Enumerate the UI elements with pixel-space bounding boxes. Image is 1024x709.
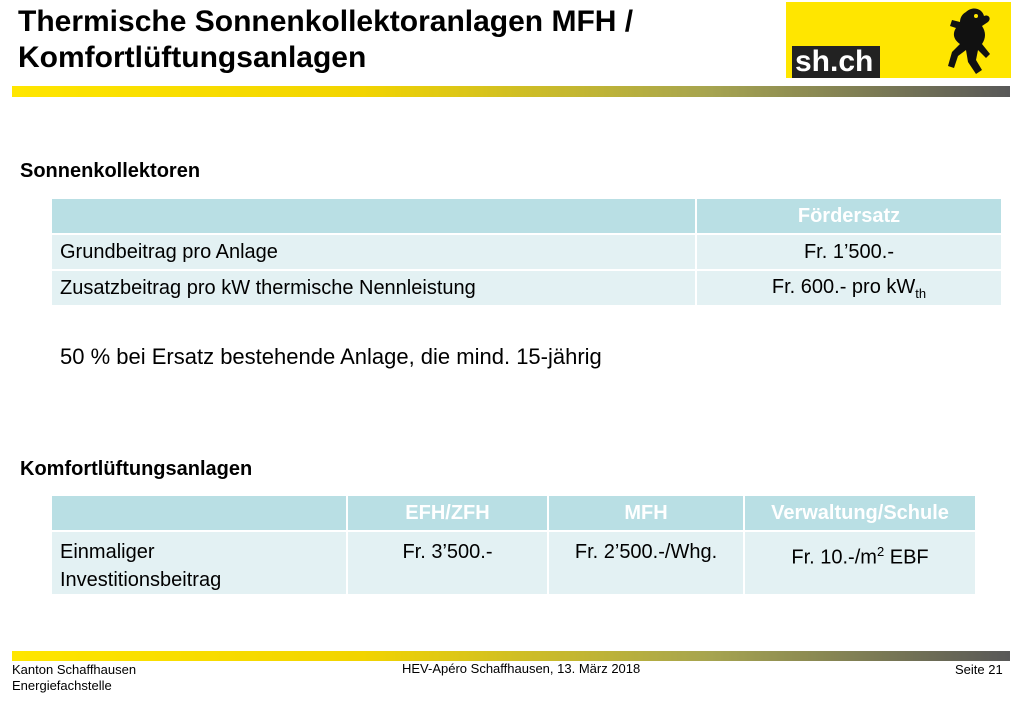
- row-value-text: Fr. 600.- pro kW: [771, 275, 916, 298]
- footer-department: Energiefachstelle: [12, 678, 112, 693]
- title-line-1: Thermische Sonnenkollektoranlagen MFH /: [18, 5, 634, 38]
- table-row: [52, 235, 1001, 269]
- verwaltung-value: [745, 532, 975, 594]
- mfh-header: MFH: [549, 496, 743, 530]
- ventilation-subsidy-table: [50, 494, 977, 596]
- row-label: Grundbeitrag pro Anlage: [52, 235, 695, 269]
- header-divider-bar: [12, 86, 1010, 97]
- blank-header-cell: [52, 199, 695, 233]
- footer-organisation: [12, 662, 136, 694]
- solar-subsidy-table: [50, 197, 1003, 307]
- verwaltung-value-superscript: 2: [876, 544, 885, 559]
- row-value: Fr. 1’500.-: [697, 235, 1001, 269]
- solar-heading: Sonnenkollektoren: [20, 160, 201, 182]
- row-value-subscript: th: [915, 285, 927, 301]
- footer-event: HEV-Apéro Schaffhausen, 13. März 2018: [402, 661, 641, 676]
- footer-divider-bar: [12, 651, 1010, 661]
- verwaltung-schule-header: Verwaltung/Schule: [745, 496, 975, 530]
- verwaltung-value-text: Fr. 10.-/m: [791, 546, 877, 569]
- table-row: [52, 532, 975, 594]
- canton-logo: [786, 2, 1011, 78]
- table-row: [52, 271, 1001, 305]
- mfh-value: Fr. 2’500.-/Whg.: [549, 532, 743, 594]
- page-title: [18, 4, 768, 76]
- title-line-2: Komfortlüftungsanlagen: [18, 41, 367, 74]
- efh-zfh-value: Fr. 3’500.-: [348, 532, 547, 594]
- footer-canton: Kanton Schaffhausen: [12, 662, 137, 677]
- row-label-line-2: Investitionsbeitrag: [60, 569, 222, 591]
- table-header-row: [52, 199, 1001, 233]
- ventilation-heading: Komfortlüftungsanlagen: [20, 458, 253, 480]
- blank-header-cell: [52, 496, 346, 530]
- ram-icon: [936, 4, 1004, 76]
- page-number: Seite 21: [955, 662, 1003, 677]
- logo-text: sh.ch: [795, 45, 874, 78]
- row-label: Zusatzbeitrag pro kW thermische Nennleistung: [52, 271, 695, 305]
- row-label-line-1: Einmaliger: [60, 541, 155, 563]
- efh-zfh-header: EFH/ZFH: [348, 496, 547, 530]
- replacement-note: 50 % bei Ersatz bestehende Anlage, die mind. 15-jährig: [60, 344, 602, 369]
- table-header-row: [52, 496, 975, 530]
- row-value: [697, 271, 1001, 305]
- foerdersatz-header: Fördersatz: [697, 199, 1001, 233]
- verwaltung-value-suffix: EBF: [884, 546, 929, 569]
- row-label: [52, 532, 346, 594]
